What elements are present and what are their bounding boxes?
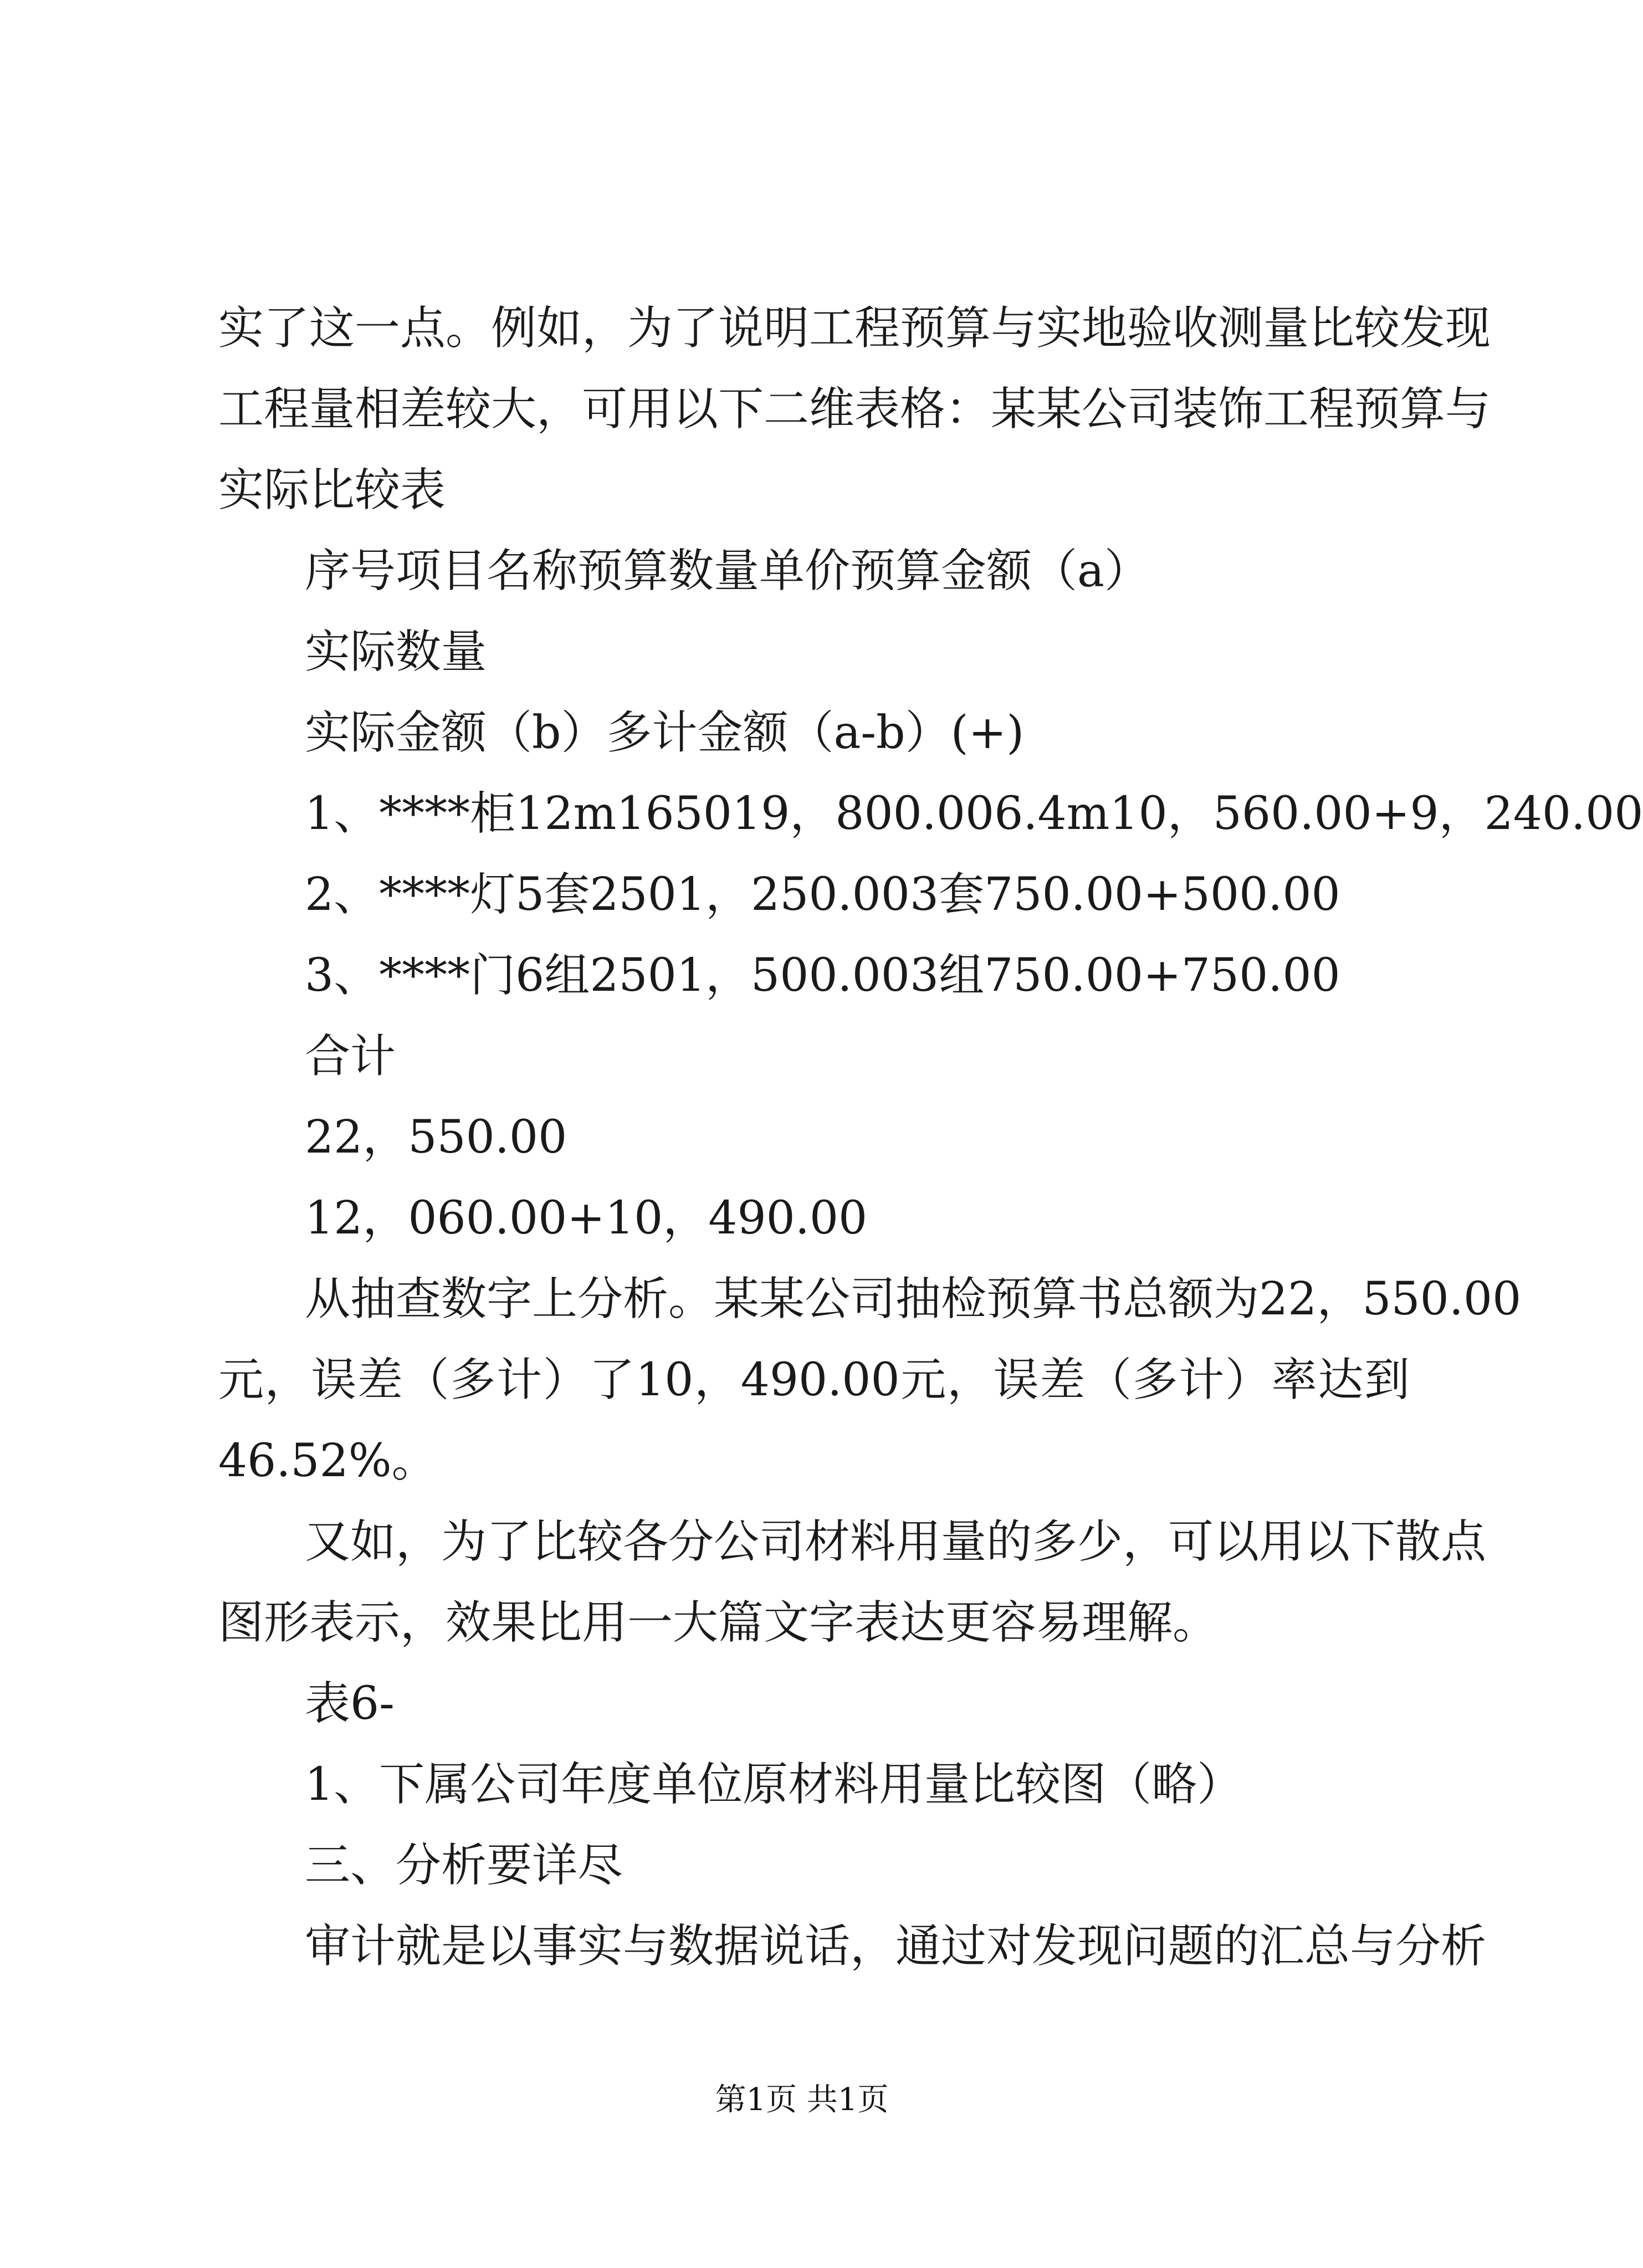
paragraph-line: 1、****柜12m165019，800.006.4m10，560.00+9，240.00 [305, 787, 1643, 840]
paragraph-line: 46.52%。 [218, 1435, 437, 1487]
page-footer: 第1页 共1页 [715, 2082, 889, 2118]
paragraph-line: 实际数量 [305, 626, 487, 678]
paragraph-line: 2、****灯5套2501，250.003套750.00+500.00 [305, 868, 1340, 921]
paragraph-line: 又如，为了比较各分公司材料用量的多少，可以用以下散点 [305, 1516, 1487, 1568]
paragraph-line: 实际金额（b）多计金额（a-b）(+) [305, 706, 1025, 759]
paragraph-line: 表6- [305, 1677, 395, 1730]
paragraph-line: 工程量相差较大，可用以下二维表格：某某公司装饰工程预算与 [218, 383, 1491, 436]
paragraph-line: 三、分析要详尽 [305, 1839, 623, 1892]
document-body [218, 288, 1643, 1987]
paragraph-line: 审计就是以事实与数据说话，通过对发现问题的汇总与分析 [305, 1920, 1487, 1973]
paragraph-line: 实际比较表 [218, 464, 446, 516]
paragraph-line: 从抽查数字上分析。某某公司抽检预算书总额为22，550.00 [305, 1273, 1522, 1325]
paragraph-line: 实了这一点。例如，为了说明工程预算与实地验收测量比较发现 [218, 302, 1491, 355]
paragraph-line: 合计 [305, 1030, 396, 1083]
paragraph-line: 1、下属公司年度单位原材料用量比较图（略） [305, 1758, 1243, 1811]
paragraph-line: 序号项目名称预算数量单价预算金额（a） [305, 545, 1150, 597]
paragraph-line: 22，550.00 [305, 1111, 567, 1164]
paragraph-line: 图形表示，效果比用一大篇文字表达更容易理解。 [218, 1596, 1219, 1649]
paragraph-line: 元，误差（多计）了10，490.00元，误差（多计）率达到 [218, 1354, 1410, 1406]
paragraph-line: 12，060.00+10，490.00 [305, 1192, 868, 1245]
paragraph-line: 3、****门6组2501，500.003组750.00+750.00 [305, 949, 1340, 1002]
